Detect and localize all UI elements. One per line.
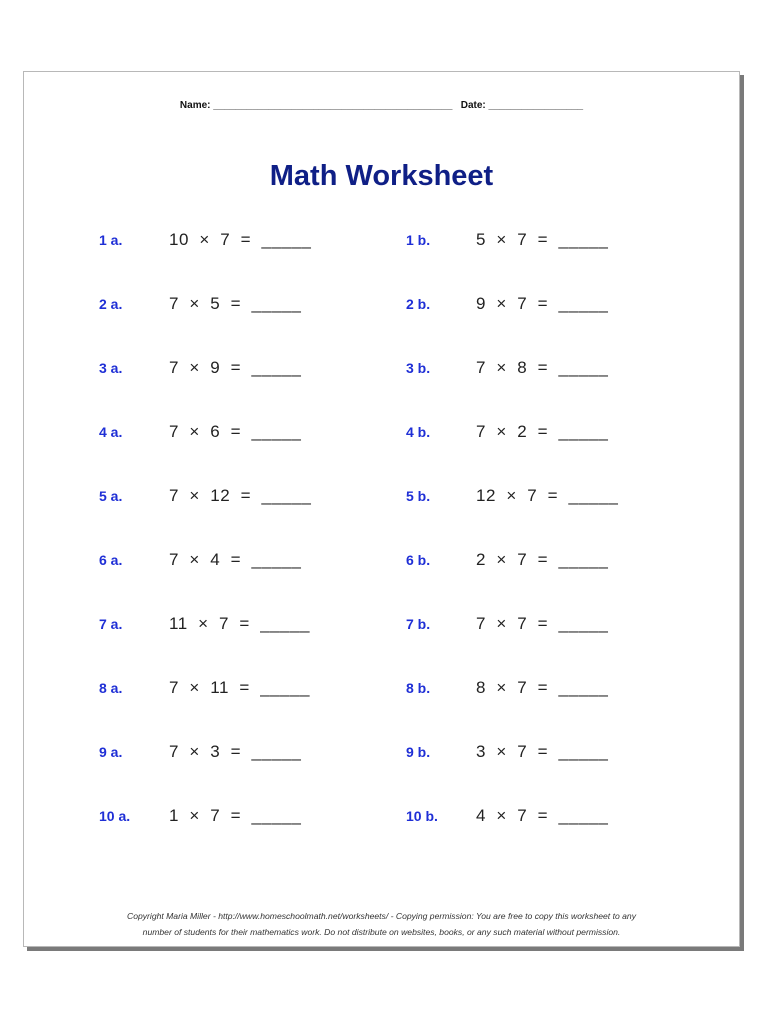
problem-label: 9 b.	[406, 744, 431, 760]
problem-label: 8 a.	[99, 680, 123, 696]
problem-label: 7 a.	[99, 616, 123, 632]
problem-expression: 7 × 6 = _____	[169, 422, 302, 441]
problem-label: 6 b.	[406, 552, 431, 568]
problem-expression: 5 × 7 = _____	[476, 230, 609, 249]
problem-expression: 7 × 9 = _____	[169, 358, 302, 377]
problem-label: 2 b.	[406, 296, 431, 312]
problem-expression: 8 × 7 = _____	[476, 678, 609, 697]
problem-label: 3 b.	[406, 360, 431, 376]
name-date-line: Name: ___________________________________________ Date: _________________	[179, 100, 584, 111]
problem-expression: 9 × 7 = _____	[476, 294, 609, 313]
problem-expression: 7 × 7 = _____	[476, 614, 609, 633]
problem-expression: 7 × 2 = _____	[476, 422, 609, 441]
problem-expression: 7 × 4 = _____	[169, 550, 302, 569]
problem-label: 2 a.	[99, 296, 123, 312]
problem-expression: 4 × 7 = _____	[476, 806, 609, 825]
problem-expression: 12 × 7 = _____	[476, 486, 619, 505]
worksheet-page	[23, 71, 740, 947]
problem-label: 7 b.	[406, 616, 431, 632]
problem-label: 5 a.	[99, 488, 123, 504]
problem-expression: 7 × 8 = _____	[476, 358, 609, 377]
problem-expression: 7 × 3 = _____	[169, 742, 302, 761]
problem-expression: 11 × 7 = _____	[169, 614, 311, 633]
problem-label: 3 a.	[99, 360, 123, 376]
problem-expression: 7 × 11 = _____	[169, 678, 311, 697]
footer-line-1: Copyright Maria Miller - http://www.homeschoolmath.net/worksheets/ - Copying permission: You are free to copy this worksheet to any	[126, 911, 636, 921]
problem-label: 4 a.	[99, 424, 123, 440]
copyright-footer	[24, 908, 739, 940]
problem-expression: 1 × 7 = _____	[169, 806, 302, 825]
problem-expression: 3 × 7 = _____	[476, 742, 609, 761]
problem-label: 1 a.	[99, 232, 123, 248]
problem-label: 6 a.	[99, 552, 123, 568]
problem-label: 10 b.	[406, 808, 438, 824]
problem-label: 1 b.	[406, 232, 431, 248]
problem-expression: 7 × 5 = _____	[169, 294, 302, 313]
footer-line-2: number of students for their mathematics work. Do not distribute on websites, books, or any such material without permission.	[142, 927, 621, 937]
problem-label: 9 a.	[99, 744, 123, 760]
problem-expression: 10 × 7 = _____	[169, 230, 312, 249]
problem-label: 5 b.	[406, 488, 431, 504]
problem-label: 10 a.	[99, 808, 131, 824]
problem-label: 8 b.	[406, 680, 431, 696]
problem-expression: 7 × 12 = _____	[169, 486, 312, 505]
problem-label: 4 b.	[406, 424, 431, 440]
problem-expression: 2 × 7 = _____	[476, 550, 609, 569]
page-title: Math Worksheet	[269, 160, 494, 192]
